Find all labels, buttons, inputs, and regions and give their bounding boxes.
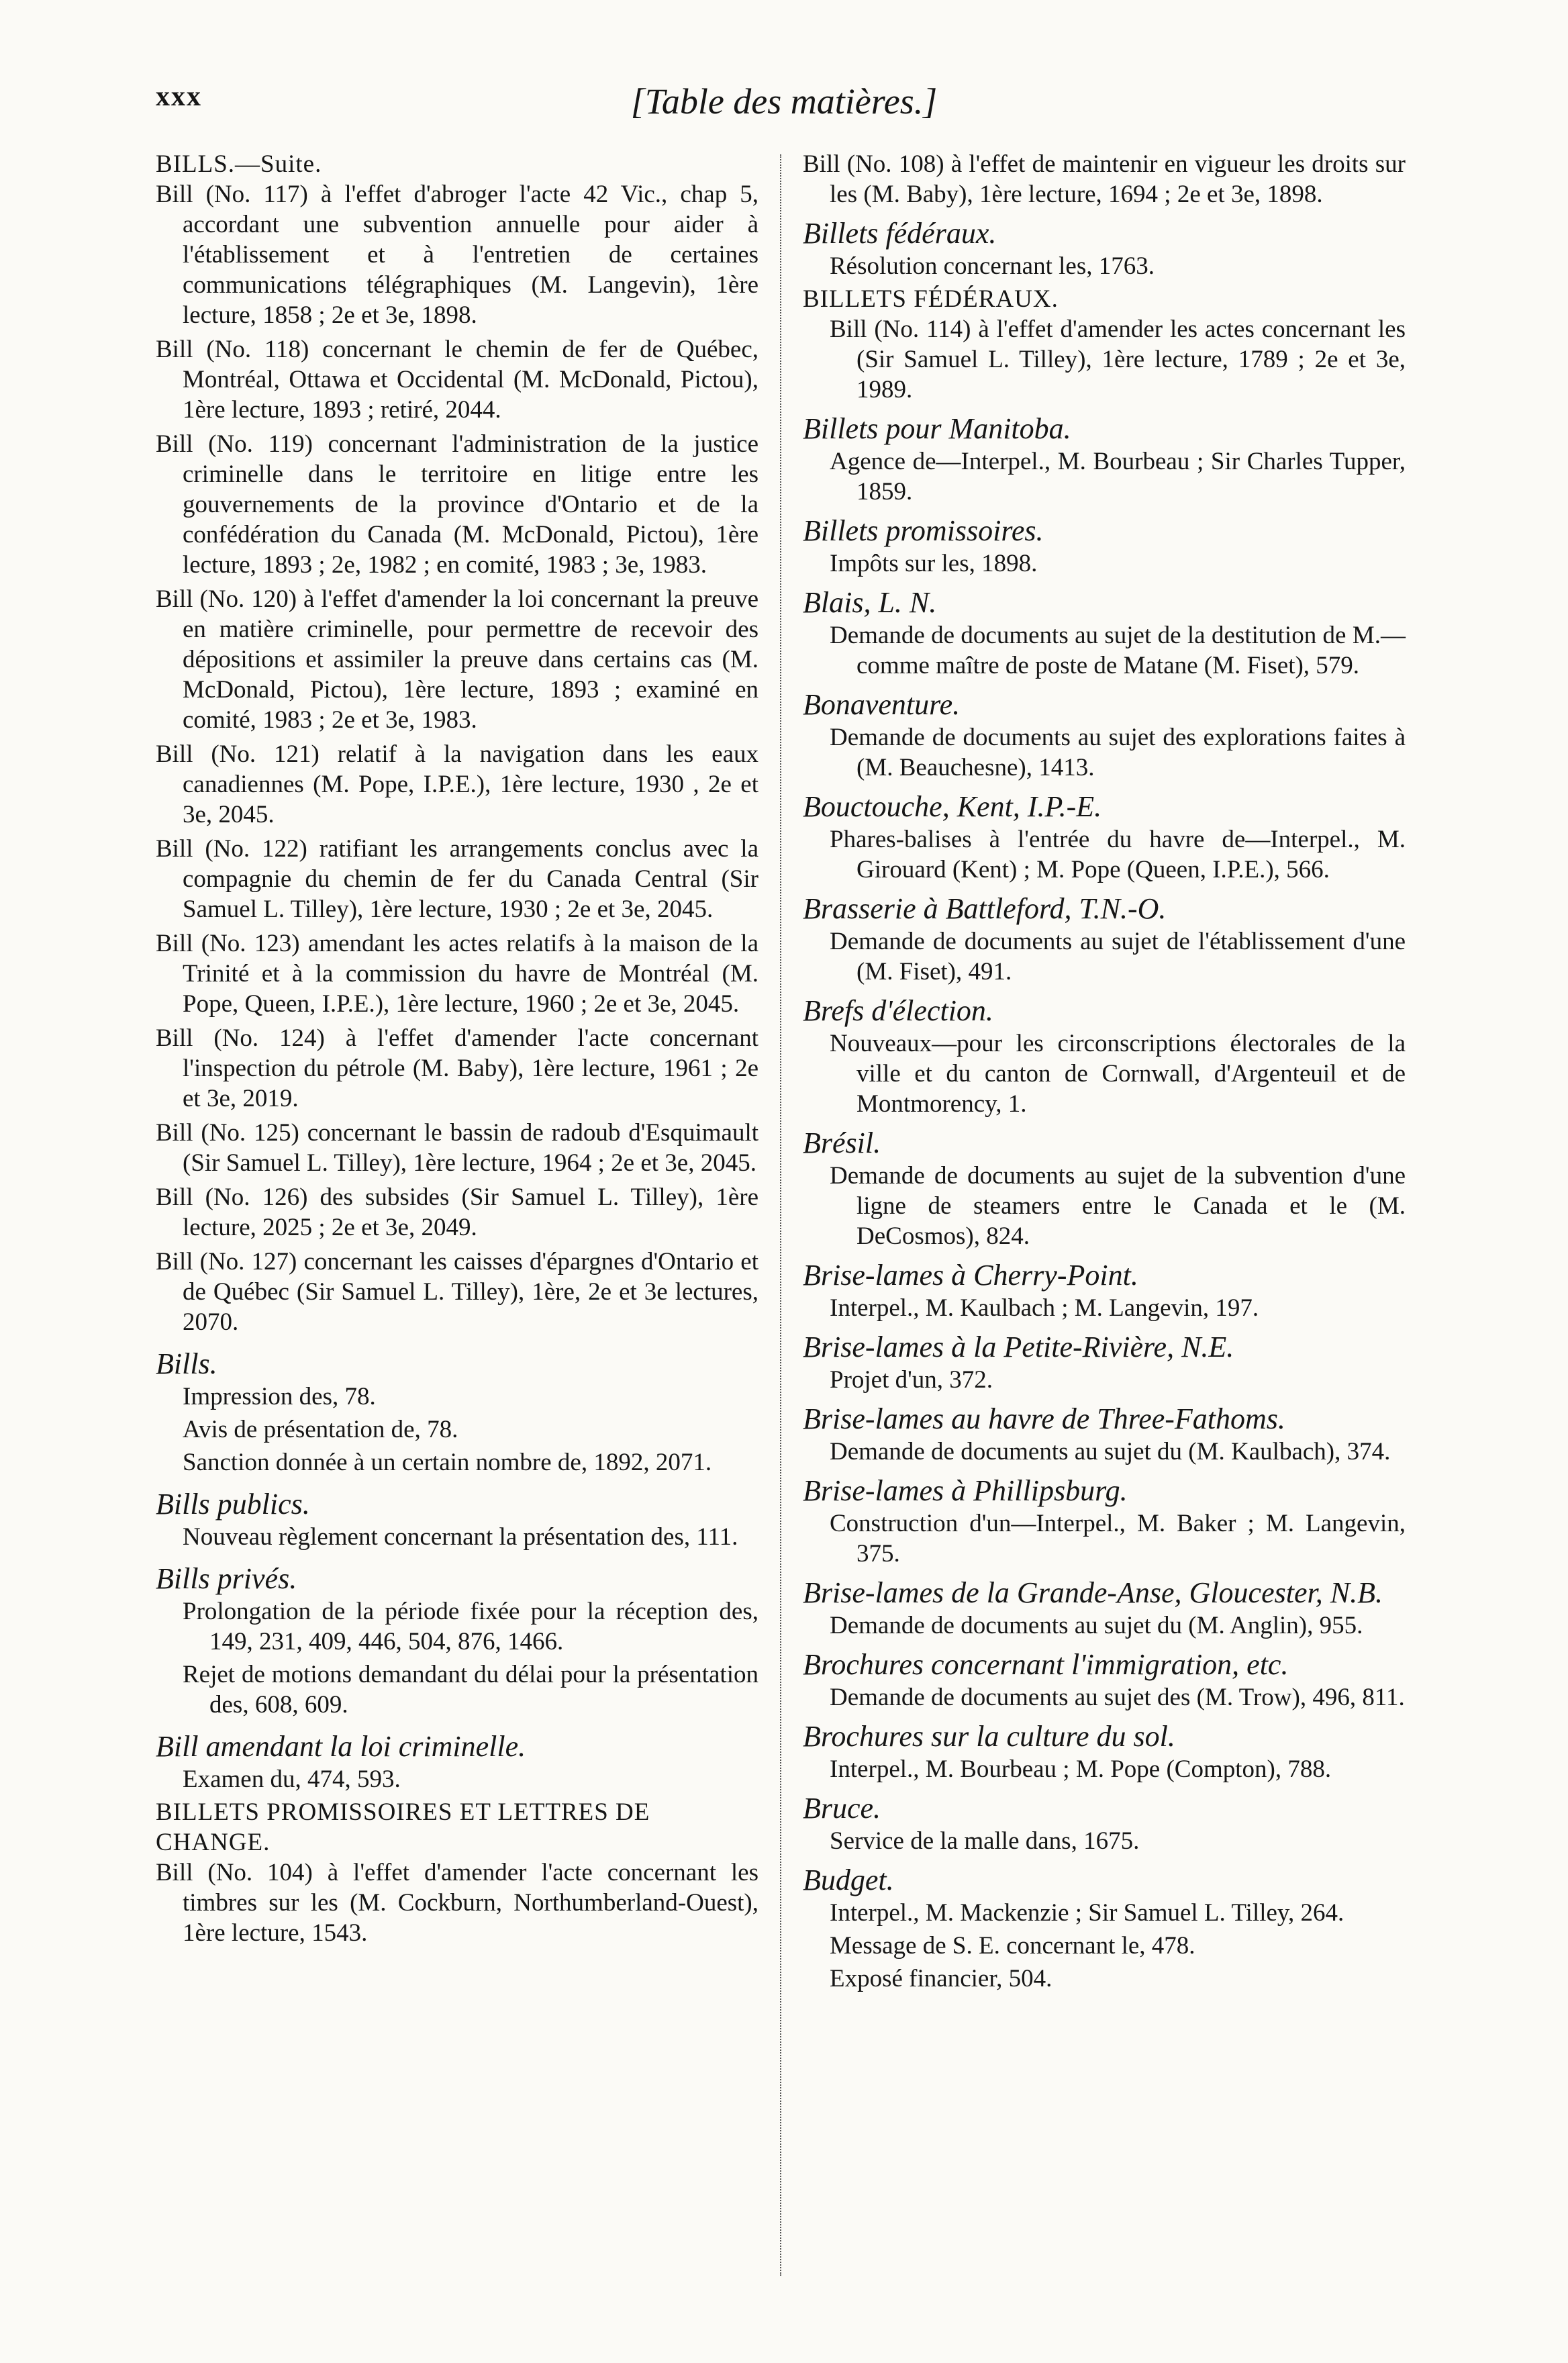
index-subentry: Nouveau règlement concernant la présentation des, 111. <box>183 1523 738 1551</box>
index-subentry: Phares-balises à l'entrée du havre de—Interpel., M. Girouard (Kent) ; M. Pope (Queen, I.P.E.), 566. <box>830 826 1406 883</box>
running-title: [Table des matières.] <box>630 81 938 122</box>
subject-heading: Bonaventure. <box>803 688 961 721</box>
index-subentry: Nouveaux—pour les circonscriptions électorales de la ville et du canton de Cornwall, d'Argenteuil et de Montmorency, 1. <box>830 1030 1406 1118</box>
subject-heading: Billets pour Manitoba. <box>803 412 1071 445</box>
index-subentry: Projet d'un, 372. <box>830 1366 993 1394</box>
index-entry: Bill (No. 120) à l'effet d'amender la loi concernant la preuve en matière criminelle, pour permettre de recevoir des dépositions et assimiler la preuve dans certains cas (M. McDonald, Pictou), 1ère lecture, 1893 ; examiné en comité, 1983 ; 2e et 3e, 1983. <box>156 585 758 734</box>
index-subentry: Demande de documents au sujet de la subvention d'une ligne de steamers entre le Canada et le (M. DeCosmos), 824. <box>830 1162 1406 1250</box>
index-entry: Bill (No. 117) à l'effet d'abroger l'acte 42 Vic., chap 5, accordant une subvention annuelle pour aider à l'établissement et à l'entretien de certaines communications télégraphiques (M. Langevin), 1ère lecture, 1858 ; 2e et 3e, 1898. <box>156 181 758 329</box>
index-subentry: Résolution concernant les, 1763. <box>830 252 1155 280</box>
index-entry: Bill (No. 123) amendant les actes relatifs à la maison de la Trinité et à la commission du havre de Montréal (M. Pope, Queen, I.P.E.), 1ère lecture, 1960 ; 2e et 3e, 2045. <box>156 930 758 1018</box>
subject-heading: Blais, L. N. <box>803 586 937 619</box>
section-heading: BILLS.—Suite. <box>156 150 322 178</box>
index-subentry: Sanction donnée à un certain nombre de, 1892, 2071. <box>183 1449 712 1476</box>
column-divider <box>780 154 781 2276</box>
index-subentry: Interpel., M. Mackenzie ; Sir Samuel L. Tilley, 264. <box>830 1899 1344 1927</box>
index-entry: Bill (No. 125) concernant le bassin de radoub d'Esquimault (Sir Samuel L. Tilley), 1ère lecture, 1964 ; 2e et 3e, 2045. <box>156 1119 758 1177</box>
subject-heading: Brochures sur la culture du sol. <box>803 1720 1175 1753</box>
index-subentry: Message de S. E. concernant le, 478. <box>830 1932 1195 1960</box>
index-subentry: Service de la malle dans, 1675. <box>830 1827 1140 1855</box>
index-entry: Bill (No. 122) ratifiant les arrangements conclus avec la compagnie du chemin de fer du Canada Central (Sir Samuel L. Tilley), 1ère lecture, 1930 ; 2e et 3e, 2045. <box>156 835 758 923</box>
index-subentry: Agence de—Interpel., M. Bourbeau ; Sir Charles Tupper, 1859. <box>830 448 1406 505</box>
index-subentry: Prolongation de la période fixée pour la réception des, 149, 231, 409, 446, 504, 876, 1466. <box>183 1598 758 1655</box>
subject-heading: Bouctouche, Kent, I.P.-E. <box>803 790 1102 823</box>
index-subentry: Interpel., M. Bourbeau ; M. Pope (Compton), 788. <box>830 1755 1332 1783</box>
index-subentry: Examen du, 474, 593. <box>183 1766 401 1793</box>
subject-heading: Brefs d'élection. <box>803 994 993 1027</box>
index-subentry: Interpel., M. Kaulbach ; M. Langevin, 197. <box>830 1294 1259 1322</box>
subject-heading: Budget. <box>803 1864 894 1896</box>
index-subentry: Exposé financier, 504. <box>830 1965 1052 1992</box>
page-number: xxx <box>156 81 202 112</box>
index-subentry: Demande de documents au sujet du (M. Kaulbach), 374. <box>830 1438 1391 1465</box>
index-entry: Bill (No. 119) concernant l'administration de la justice criminelle dans le territoire en litige entre les gouvernements de la province d'Ontario et de la confédération du Canada (M. McDonald, Pictou), 1ère lecture, 1893 ; 2e, 1982 ; en comité, 1983 ; 3e, 1983. <box>156 430 758 579</box>
index-subentry: Rejet de motions demandant du délai pour la présentation des, 608, 609. <box>183 1661 758 1719</box>
index-entry: Bill (No. 118) concernant le chemin de fer de Québec, Montréal, Ottawa et Occidental (M. McDonald, Pictou), 1ère lecture, 1893 ; retiré, 2044. <box>156 336 758 424</box>
subject-heading: Billets fédéraux. <box>803 217 997 250</box>
subject-heading: Brise-lames à Phillipsburg. <box>803 1474 1128 1507</box>
index-subentry: Demande de documents au sujet de l'établissement d'une (M. Fiset), 491. <box>830 928 1406 985</box>
subject-heading: Billets promissoires. <box>803 514 1044 547</box>
index-subentry: Demande de documents au sujet de la destitution de M.— comme maître de poste de Matane (M. Fiset), 579. <box>830 622 1406 679</box>
index-subentry: Bill (No. 114) à l'effet d'amender les actes concernant les (Sir Samuel L. Tilley), 1ère lecture, 1789 ; 2e et 3e, 1989. <box>830 316 1406 403</box>
subject-heading: Brochures concernant l'immigration, etc. <box>803 1648 1289 1681</box>
subject-heading: Bills privés. <box>156 1562 297 1595</box>
subject-heading: Brésil. <box>803 1126 881 1159</box>
index-subentry: Construction d'un—Interpel., M. Baker ; M. Langevin, 375. <box>830 1510 1406 1568</box>
subject-heading: Bills publics. <box>156 1488 310 1521</box>
index-entry: Bill (No. 126) des subsides (Sir Samuel L. Tilley), 1ère lecture, 2025 ; 2e et 3e, 2049. <box>156 1184 758 1241</box>
index-entry: Bill (No. 127) concernant les caisses d'épargnes d'Ontario et de Québec (Sir Samuel L. Tilley), 1ère, 2e et 3e lectures, 2070. <box>156 1248 758 1336</box>
index-subentry: Demande de documents au sujet du (M. Anglin), 955. <box>830 1612 1363 1639</box>
section-heading: BILLETS FÉDÉRAUX. <box>803 285 1059 313</box>
subject-heading: Brise-lames au havre de Three-Fathoms. <box>803 1402 1285 1435</box>
subject-heading: Brise-lames de la Grande-Anse, Gloucester, N.B. <box>803 1576 1383 1609</box>
index-entry: Bill (No. 124) à l'effet d'amender l'acte concernant l'inspection du pétrole (M. Baby), 1ère lecture, 1961 ; 2e et 3e, 2019. <box>156 1024 758 1112</box>
subject-heading: Brise-lames à Cherry-Point. <box>803 1259 1138 1292</box>
subject-heading: Bruce. <box>803 1792 881 1825</box>
left-column <box>156 149 758 1952</box>
subject-heading: Bills. <box>156 1347 217 1380</box>
index-subentry: Demande de documents au sujet des explorations faites à (M. Beauchesne), 1413. <box>830 724 1406 781</box>
index-subentry: Demande de documents au sujet des (M. Trow), 496, 811. <box>830 1684 1405 1711</box>
right-column <box>803 149 1406 1996</box>
index-entry: Bill (No. 121) relatif à la navigation dans les eaux canadiennes (M. Pope, I.P.E.), 1ère lecture, 1930 , 2e et 3e, 2045. <box>156 740 758 828</box>
index-subentry: Impôts sur les, 1898. <box>830 550 1038 577</box>
index-subentry: Avis de présentation de, 78. <box>183 1416 458 1443</box>
index-entry: Bill (No. 108) à l'effet de maintenir en vigueur les droits sur les (M. Baby), 1ère lecture, 1694 ; 2e et 3e, 1898. <box>803 150 1406 208</box>
section-heading: BILLETS PROMISSOIRES ET LETTRES DE CHANGE. <box>156 1798 650 1856</box>
subject-heading: Bill amendant la loi criminelle. <box>156 1730 526 1763</box>
index-entry: Bill (No. 104) à l'effet d'amender l'acte concernant les timbres sur les (M. Cockburn, Northumberland-Ouest), 1ère lecture, 1543. <box>156 1859 758 1947</box>
subject-heading: Brasserie à Battleford, T.N.-O. <box>803 892 1167 925</box>
subject-heading: Brise-lames à la Petite-Rivière, N.E. <box>803 1331 1234 1363</box>
index-subentry: Impression des, 78. <box>183 1383 376 1410</box>
